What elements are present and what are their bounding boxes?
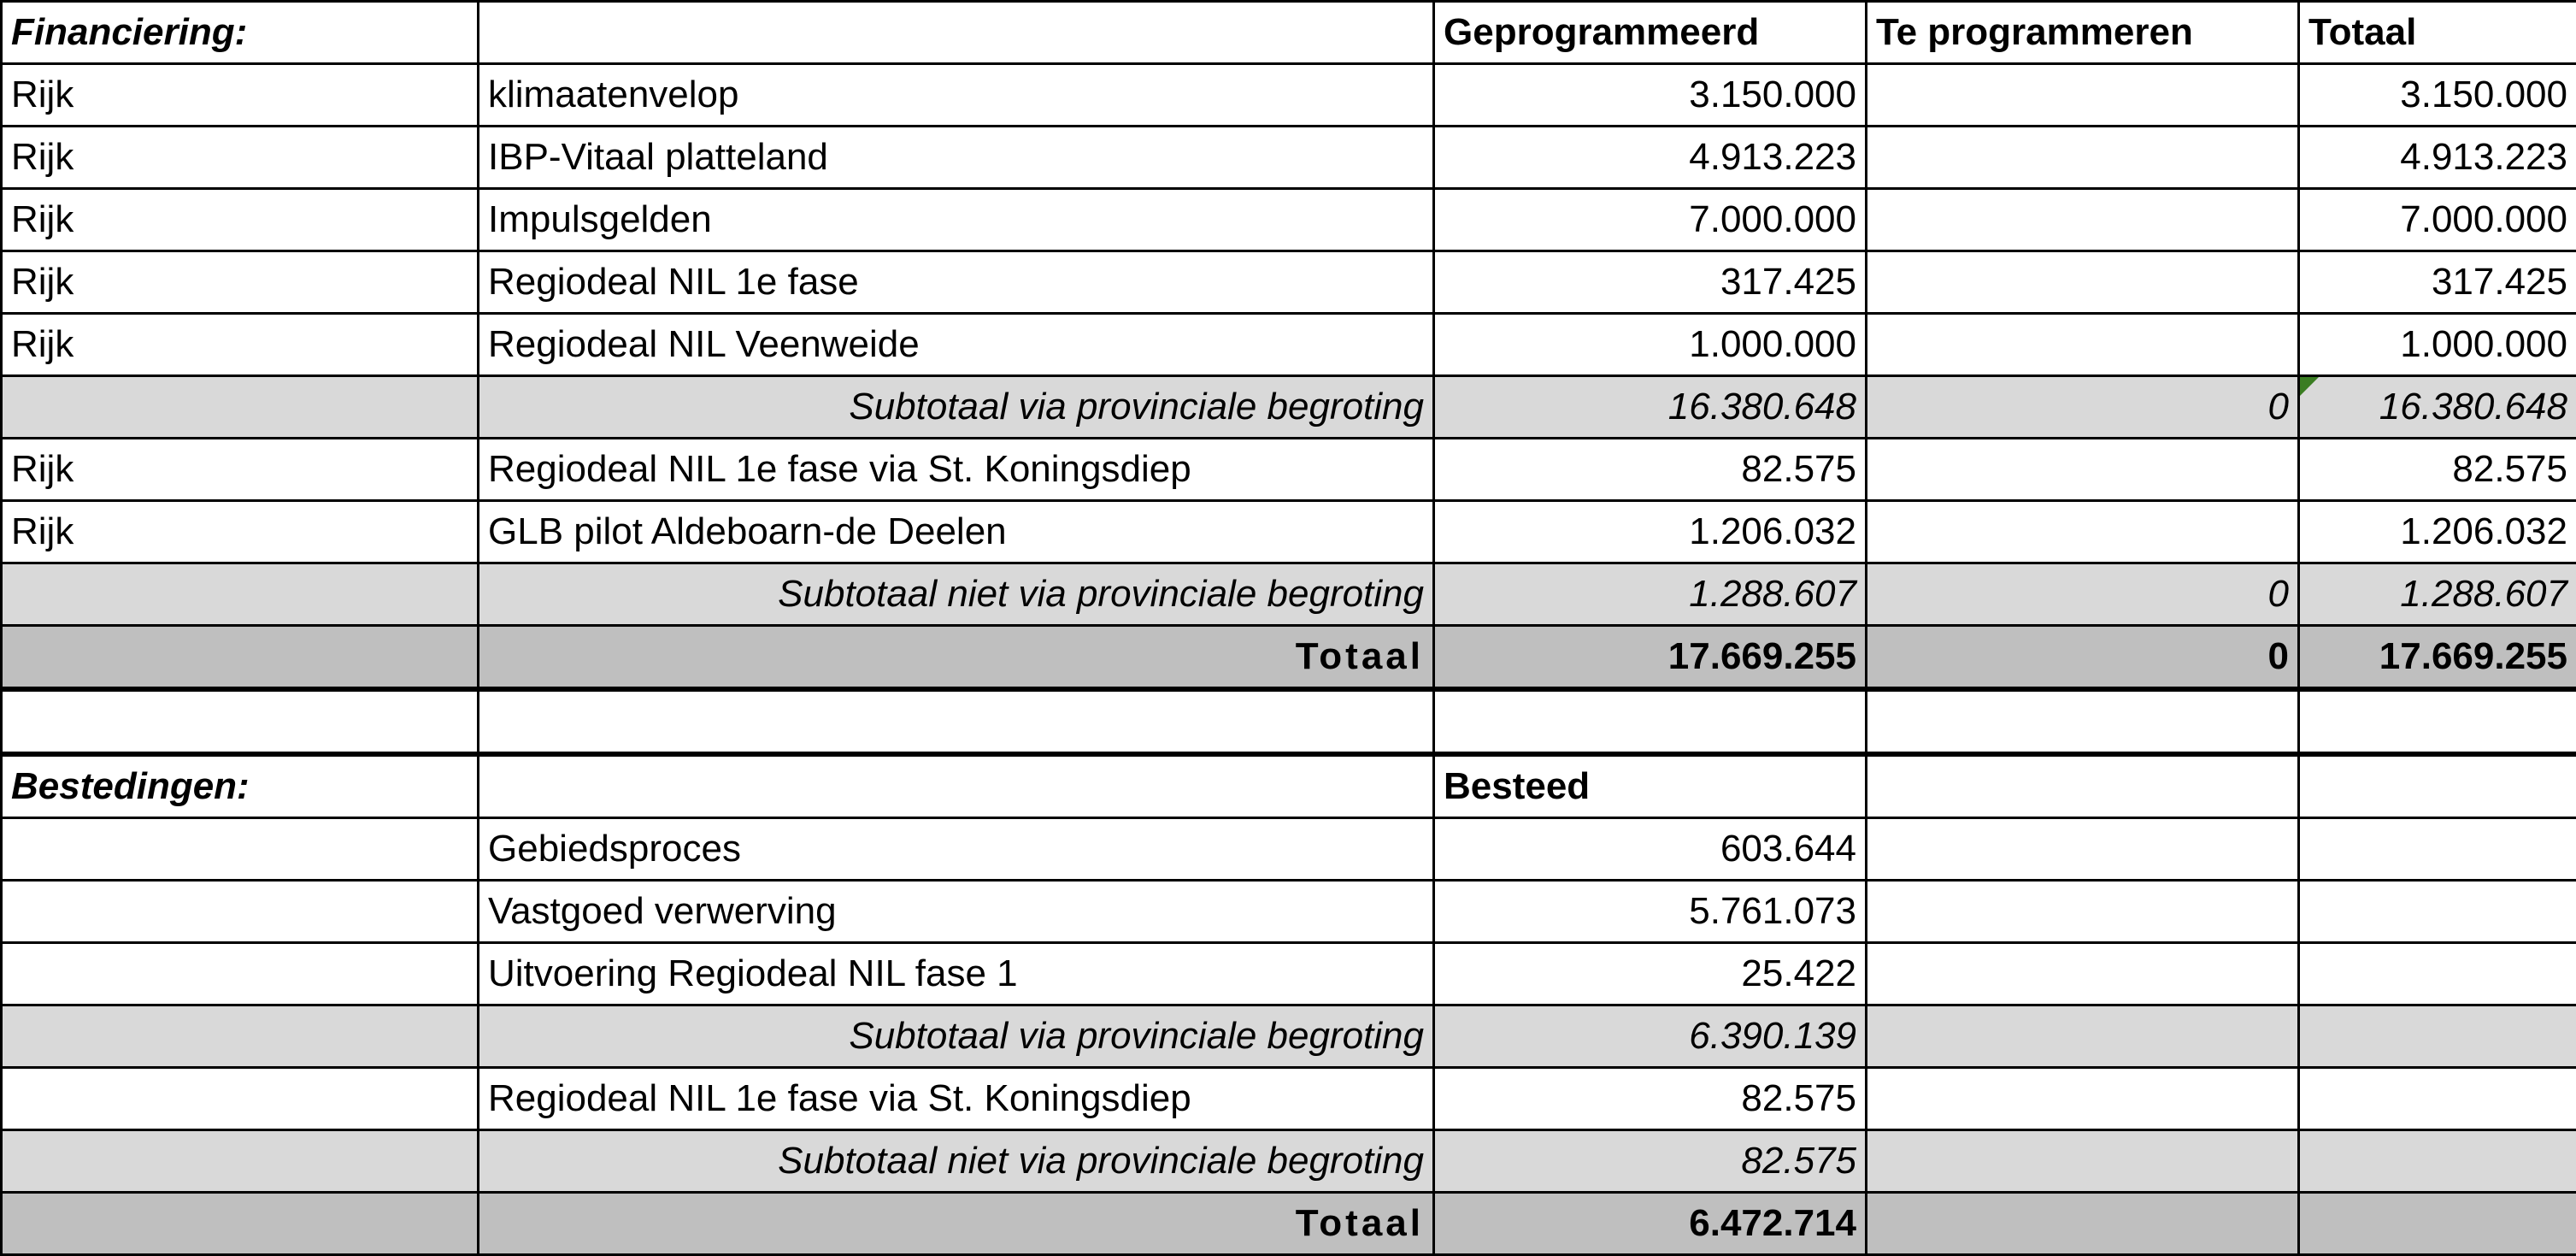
bestedingen-section-title: Bestedingen: — [2, 756, 479, 818]
row-totaal: 317.425 — [2299, 251, 2576, 314]
total-geprogrammeerd: 17.669.255 — [1434, 626, 1867, 688]
row-geprogrammeerd: 1.206.032 — [1434, 501, 1867, 563]
row-label — [2, 881, 479, 943]
subtotal-geprogrammeerd: 1.288.607 — [1434, 563, 1867, 626]
empty-cell — [1867, 1068, 2299, 1130]
row-description: Vastgoed verwerving — [479, 881, 1434, 943]
table-row — [2, 251, 2576, 314]
table-row — [2, 881, 2576, 943]
row-besteed: 603.644 — [1434, 818, 1867, 881]
empty-cell — [1867, 881, 2299, 943]
subtotal-niet-via-provinciale-begroting-row — [2, 563, 2576, 626]
empty-cell — [2299, 1068, 2576, 1130]
subtotal-via-provinciale-begroting-row — [2, 376, 2576, 439]
empty-cell — [1867, 756, 2299, 818]
bestedingen-header-desc — [479, 756, 1434, 818]
spacer-cell-2 — [479, 691, 1434, 753]
subtotal-besteed: 82.575 — [1434, 1130, 1867, 1193]
row-label — [2, 943, 479, 1005]
row-geprogrammeerd: 7.000.000 — [1434, 189, 1867, 251]
financiering-total-row — [2, 626, 2576, 688]
subtotal-label: Subtotaal niet via provinciale begroting — [479, 563, 1434, 626]
subtotal-label: Subtotaal niet via provinciale begroting — [479, 1130, 1434, 1193]
table-row — [2, 64, 2576, 127]
row-te-programmeren — [1867, 501, 2299, 563]
empty-cell — [2299, 756, 2576, 818]
subtotal-via-provinciale-begroting-row — [2, 1005, 2576, 1068]
row-label — [2, 818, 479, 881]
row-totaal: 4.913.223 — [2299, 127, 2576, 189]
bestedingen-total-row — [2, 1193, 2576, 1255]
spacer-cell-1 — [2, 691, 479, 753]
row-description: klimaatenvelop — [479, 64, 1434, 127]
table-row — [2, 189, 2576, 251]
subtotal-label-empty — [2, 563, 479, 626]
total-besteed: 6.472.714 — [1434, 1193, 1867, 1255]
row-label: Rijk — [2, 64, 479, 127]
row-description: Regiodeal NIL 1e fase via St. Koningsdiep — [479, 439, 1434, 501]
row-description: Regiodeal NIL Veenweide — [479, 314, 1434, 376]
subtotal-te-programmeren: 0 — [1867, 563, 2299, 626]
spacer-cell-5 — [2299, 691, 2576, 753]
empty-cell — [1867, 1193, 2299, 1255]
row-description: Gebiedsproces — [479, 818, 1434, 881]
row-totaal: 3.150.000 — [2299, 64, 2576, 127]
subtotal-label-empty — [2, 376, 479, 439]
row-geprogrammeerd: 82.575 — [1434, 439, 1867, 501]
row-geprogrammeerd: 4.913.223 — [1434, 127, 1867, 189]
row-geprogrammeerd: 1.000.000 — [1434, 314, 1867, 376]
row-description: IBP-Vitaal platteland — [479, 127, 1434, 189]
financiering-section-title: Financiering: — [2, 2, 479, 64]
row-description: Impulsgelden — [479, 189, 1434, 251]
row-geprogrammeerd: 317.425 — [1434, 251, 1867, 314]
header-besteed: Besteed — [1434, 756, 1867, 818]
empty-cell — [2299, 943, 2576, 1005]
row-totaal: 1.000.000 — [2299, 314, 2576, 376]
bestedingen-header-row — [2, 756, 2576, 818]
subtotal-totaal — [2299, 376, 2576, 439]
empty-cell — [2299, 818, 2576, 881]
header-totaal: Totaal — [2299, 2, 2576, 64]
row-label: Rijk — [2, 251, 479, 314]
table-row — [2, 439, 2576, 501]
row-te-programmeren — [1867, 64, 2299, 127]
row-totaal: 1.206.032 — [2299, 501, 2576, 563]
table-row — [2, 127, 2576, 189]
row-te-programmeren — [1867, 439, 2299, 501]
row-totaal: 7.000.000 — [2299, 189, 2576, 251]
spacer-table — [0, 689, 2576, 754]
total-te-programmeren: 0 — [1867, 626, 2299, 688]
financiering-header-row — [2, 2, 2576, 64]
row-label: Rijk — [2, 127, 479, 189]
row-description: Regiodeal NIL 1e fase via St. Koningsdiep — [479, 1068, 1434, 1130]
table-row — [2, 1068, 2576, 1130]
row-totaal: 82.575 — [2299, 439, 2576, 501]
empty-cell — [2299, 881, 2576, 943]
row-geprogrammeerd: 3.150.000 — [1434, 64, 1867, 127]
empty-cell — [2299, 1193, 2576, 1255]
spacer-cell-3 — [1434, 691, 1867, 753]
empty-cell — [1867, 943, 2299, 1005]
header-te-programmeren: Te programmeren — [1867, 2, 2299, 64]
total-label-empty — [2, 1193, 479, 1255]
subtotal-te-programmeren: 0 — [1867, 376, 2299, 439]
subtotal-totaal: 1.288.607 — [2299, 563, 2576, 626]
empty-cell — [1867, 1005, 2299, 1068]
row-description: GLB pilot Aldeboarn-de Deelen — [479, 501, 1434, 563]
subtotal-besteed: 6.390.139 — [1434, 1005, 1867, 1068]
total-label: Totaal — [479, 626, 1434, 688]
row-te-programmeren — [1867, 189, 2299, 251]
table-row — [2, 501, 2576, 563]
row-te-programmeren — [1867, 251, 2299, 314]
row-label: Rijk — [2, 314, 479, 376]
row-label — [2, 1068, 479, 1130]
empty-cell — [1867, 1130, 2299, 1193]
row-description: Uitvoering Regiodeal NIL fase 1 — [479, 943, 1434, 1005]
subtotal-label: Subtotaal via provinciale begroting — [479, 376, 1434, 439]
row-description: Regiodeal NIL 1e fase — [479, 251, 1434, 314]
total-label-empty — [2, 626, 479, 688]
subtotal-geprogrammeerd: 16.380.648 — [1434, 376, 1867, 439]
subtotal-totaal-value: 16.380.648 — [2379, 386, 2567, 428]
subtotal-label-empty — [2, 1005, 479, 1068]
row-besteed: 82.575 — [1434, 1068, 1867, 1130]
spacer-row — [2, 691, 2576, 753]
header-geprogrammeerd: Geprogrammeerd — [1434, 2, 1867, 64]
empty-cell — [2299, 1130, 2576, 1193]
row-label: Rijk — [2, 189, 479, 251]
total-totaal: 17.669.255 — [2299, 626, 2576, 688]
empty-cell — [1867, 818, 2299, 881]
comment-marker-icon — [2300, 377, 2319, 396]
row-te-programmeren — [1867, 127, 2299, 189]
subtotal-niet-via-provinciale-begroting-row — [2, 1130, 2576, 1193]
table-row — [2, 943, 2576, 1005]
spacer-cell-4 — [1867, 691, 2299, 753]
empty-cell — [2299, 1005, 2576, 1068]
row-besteed: 5.761.073 — [1434, 881, 1867, 943]
row-te-programmeren — [1867, 314, 2299, 376]
row-besteed: 25.422 — [1434, 943, 1867, 1005]
subtotal-label: Subtotaal via provinciale begroting — [479, 1005, 1434, 1068]
bestedingen-table — [0, 754, 2576, 1256]
table-row — [2, 314, 2576, 376]
subtotal-label-empty — [2, 1130, 479, 1193]
total-label: Totaal — [479, 1193, 1434, 1255]
financiering-header-desc — [479, 2, 1434, 64]
row-label: Rijk — [2, 439, 479, 501]
row-label: Rijk — [2, 501, 479, 563]
table-row — [2, 818, 2576, 881]
